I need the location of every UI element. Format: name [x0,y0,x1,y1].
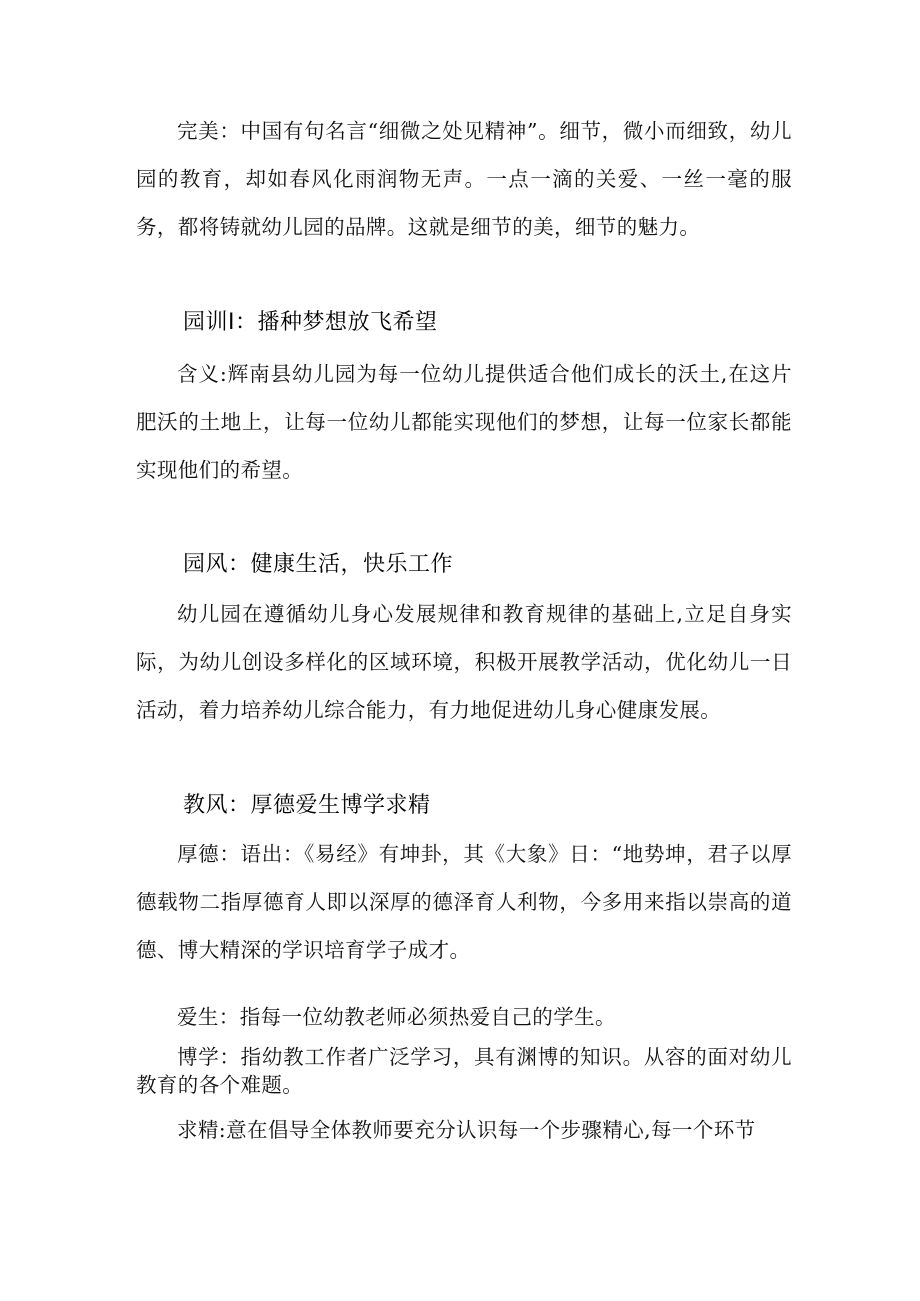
motto-heading: 园训I：播种梦想放飞希望 [183,310,438,335]
style-paragraph: 幼儿园在遵循幼儿身心发展规律和教育规律的基础上,立足自身实际，为幼儿创设多样化的区域环境，积极开展教学活动，优化幼儿一日活动，着力培养幼儿综合能力，有力地促进幼儿身心健康发展。 [136,602,792,722]
learning-paragraph: 博学：指幼教工作者广泛学习，具有渊博的知识。从容的面对幼儿教育的各个难题。 [136,1045,792,1097]
love-paragraph: 爱生：指每一位幼教老师必须热爱自己的学生。 [177,1005,616,1029]
virtue-paragraph: 厚德：语出：《易经》有坤卦，其《大象》日：“地势坤，君子以厚德载物二指厚德育人即以深厚的德泽育人利物，今多用来指以崇高的道德、博大精深的学识培育学子成才。 [136,842,792,962]
motto-paragraph: 含义:辉南县幼儿园为每一位幼儿提供适合他们成长的沃土,在这片肥沃的土地上，让每一位幼儿都能实现他们的梦想，让每一位家长都能实现他们的希望。 [136,362,792,482]
perfection-paragraph: 完美：中国有句名言“细微之处见精神”。细节，微小而细致，幼儿园的教育，却如春风化雨润物无声。一点一滴的关爱、一丝一毫的服务，都将铸就幼儿园的品牌。这就是细节的美，细节的魅力。 [136,119,792,239]
teaching-heading: 教风：厚德爱生博学求精 [183,793,431,818]
style-heading: 园风：健康生活，快乐工作 [183,552,454,577]
excellence-paragraph: 求精:意在倡导全体教师要充分认识每一个步骤精心,每一个环节 [177,1118,756,1142]
